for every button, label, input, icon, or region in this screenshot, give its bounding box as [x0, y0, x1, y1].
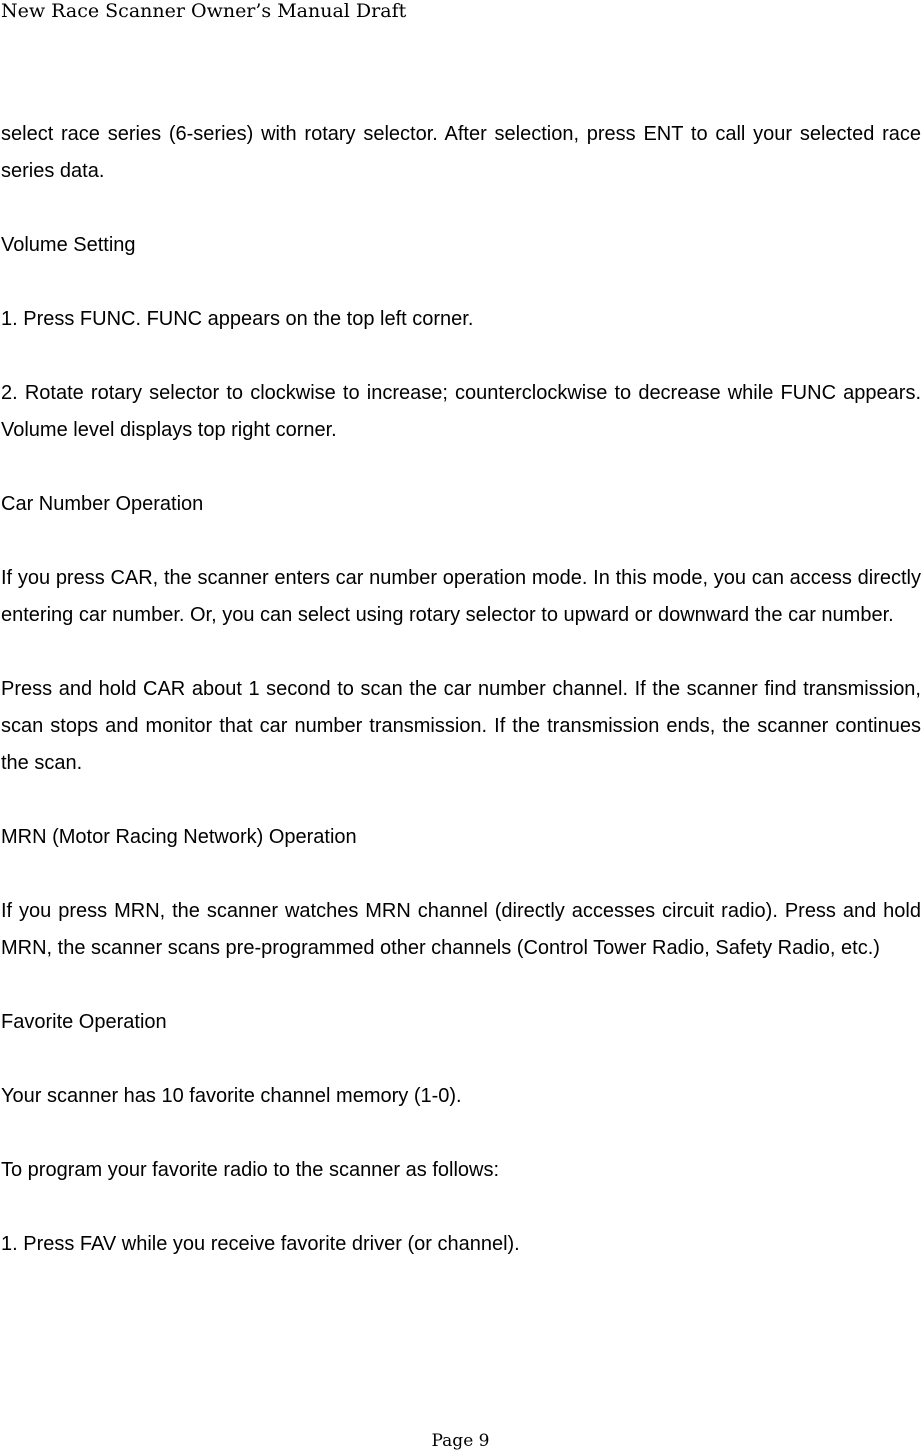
favorite-heading: Favorite Operation — [1, 1011, 167, 1033]
favorite-step-1: 1. Press FAV while you receive favorite driver (or channel). — [1, 1233, 520, 1255]
spacer — [1, 967, 921, 1004]
volume-setting-heading: Volume Setting — [1, 234, 136, 256]
spacer — [1, 264, 921, 301]
spacer — [1, 634, 921, 671]
favorite-paragraph-2: To program your favorite radio to the scanner as follows: — [1, 1159, 500, 1181]
mrn-paragraph: If you press MRN, the scanner watches MRN channel (directly accesses circuit radio). Press and hold MRN, the scanner scans pre-programmed other channels (Control Tower Radio, Safety Radio, etc.) — [1, 900, 921, 959]
spacer — [1, 1115, 921, 1152]
spacer — [1, 190, 921, 227]
spacer — [1, 338, 921, 375]
spacer — [1, 782, 921, 819]
document-header: New Race Scanner Owner’s Manual Draft — [1, 0, 407, 22]
spacer — [1, 1189, 921, 1226]
favorite-paragraph-1: Your scanner has 10 favorite channel memory (1-0). — [1, 1085, 462, 1107]
spacer — [1, 1041, 921, 1078]
car-number-paragraph-1: If you press CAR, the scanner enters car number operation mode. In this mode, you can access directly entering car number. Or, you can select using rotary selector to upward or downward the car number. — [1, 567, 921, 626]
car-number-heading: Car Number Operation — [1, 493, 204, 515]
spacer — [1, 856, 921, 893]
car-number-paragraph-2: Press and hold CAR about 1 second to scan the car number channel. If the scanner find transmission, scan stops and monitor that car number transmission. If the transmission ends, the scanner continues the scan. — [1, 678, 921, 774]
intro-paragraph: select race series (6-series) with rotary selector. After selection, press ENT to call your selected race series data. — [1, 123, 921, 182]
page-number: Page 9 — [431, 1431, 490, 1451]
spacer — [1, 449, 921, 486]
spacer — [1, 523, 921, 560]
volume-step-1: 1. Press FUNC. FUNC appears on the top left corner. — [1, 308, 474, 330]
volume-step-2: 2. Rotate rotary selector to clockwise to increase; counterclockwise to decrease while FUNC appears. Volume level displays top right corner. — [1, 382, 921, 441]
mrn-heading: MRN (Motor Racing Network) Operation — [1, 826, 357, 848]
page-content — [1, 116, 921, 1263]
